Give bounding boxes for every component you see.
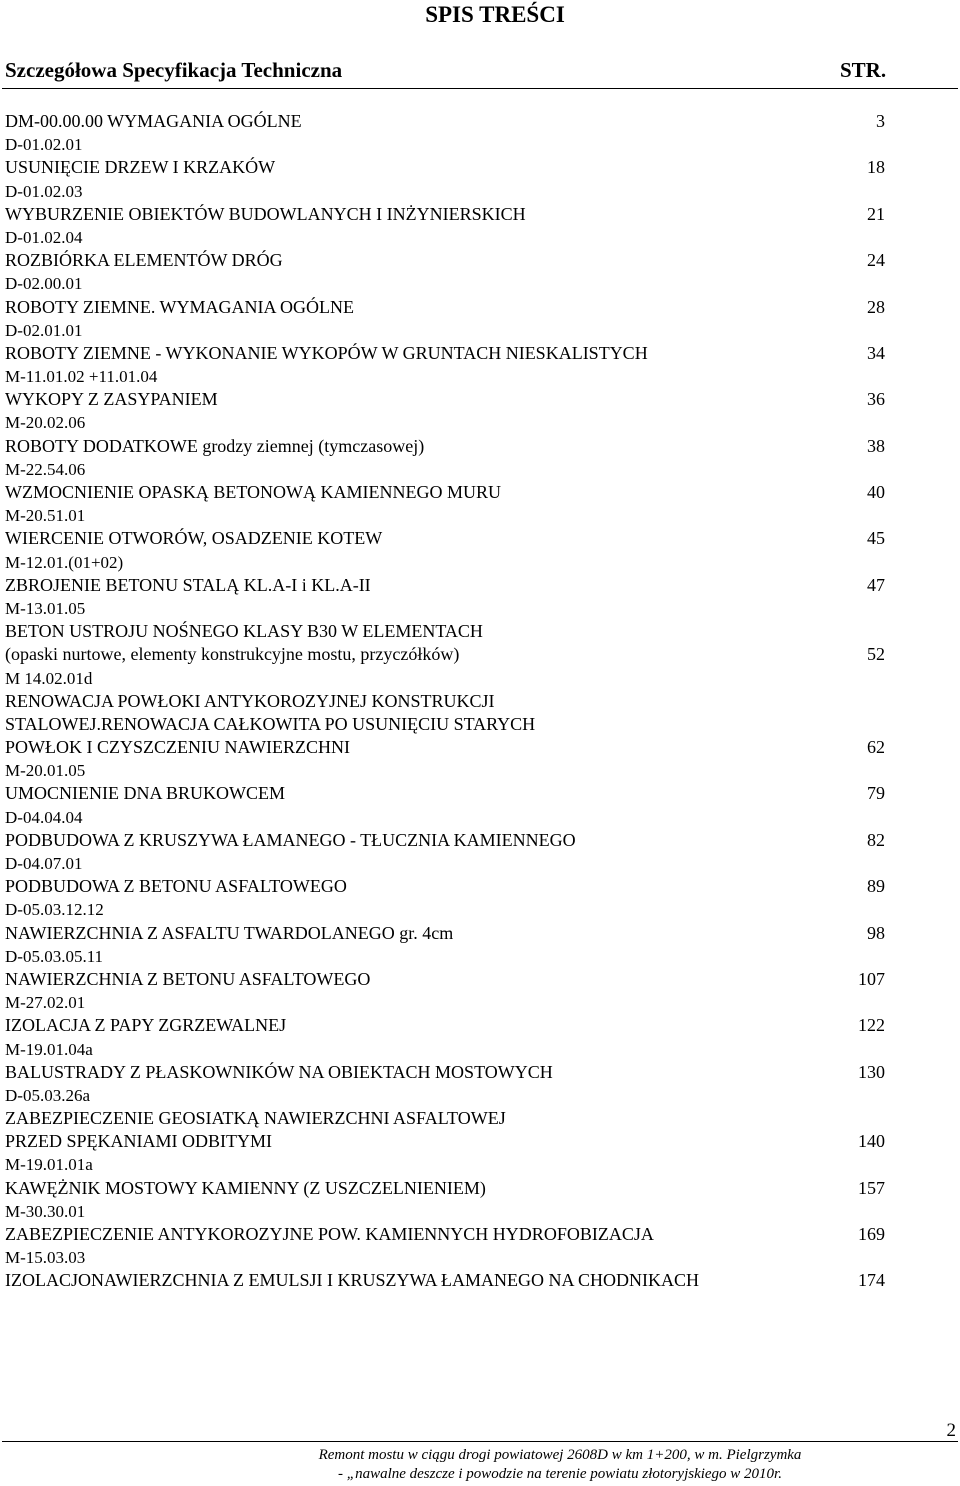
entry-title: NAWIERZCHNIA Z ASFALTU TWARDOLANEGO gr. 4cm (5, 922, 454, 943)
toc-spec-code (5, 759, 885, 782)
header-divider (2, 88, 958, 89)
entry-title: ROZBIÓRKA ELEMENTÓW DRÓG (5, 250, 283, 271)
toc-spec-code (5, 133, 885, 156)
toc-spec-code (5, 597, 885, 620)
entry-page-number: 45 (867, 528, 885, 549)
entry-title: BALUSTRADY Z PŁASKOWNIKÓW NA OBIEKTACH MOSTOWYCH (5, 1061, 553, 1082)
toc-spec-code (5, 1038, 885, 1061)
entry-page-number: 21 (867, 203, 885, 224)
entry-page-number: 107 (858, 968, 885, 989)
toc-entry (5, 620, 885, 643)
spec-header: Szczegółowa Specyfikacja Techniczna (5, 58, 343, 82)
toc-spec-code (5, 272, 885, 295)
entry-title: ZABEZPIECZENIE GEOSIATKĄ NAWIERZCHNI ASFALTOWEJ (5, 1108, 506, 1129)
entry-title: BETON USTROJU NOŚNEGO KLASY B30 W ELEMENTACH (5, 621, 483, 642)
entry-title: WIERCENIE OTWORÓW, OSADZENIE KOTEW (5, 528, 383, 549)
toc-spec-code (5, 991, 885, 1014)
toc-entry (5, 1107, 885, 1130)
spec-code-text: M 14.02.01d (5, 668, 93, 688)
toc-entry (5, 203, 885, 226)
entry-title: IZOLACJA Z PAPY ZGRZEWALNEJ (5, 1015, 287, 1036)
toc-entry (5, 1061, 885, 1084)
toc-entry (5, 1177, 885, 1200)
toc-entry (5, 574, 885, 597)
entry-page-number: 36 (867, 389, 885, 410)
entry-title: ROBOTY ZIEMNE - WYKONANIE WYKOPÓW W GRUNTACH NIESKALISTYCH (5, 342, 648, 363)
toc-entry (5, 690, 885, 713)
entry-page-number: 140 (858, 1131, 885, 1152)
entry-title: WYKOPY Z ZASYPANIEM (5, 389, 218, 410)
spec-code-text: D-02.01.01 (5, 320, 83, 340)
spec-code-text: D-04.04.04 (5, 807, 83, 827)
spec-code-text: M-20.02.06 (5, 413, 86, 433)
toc-spec-code (5, 1084, 885, 1107)
toc-entry (5, 1014, 885, 1037)
entry-title: RENOWACJA POWŁOKI ANTYKOROZYJNEJ KONSTRUKCJI (5, 690, 495, 711)
toc-entry (5, 875, 885, 898)
toc-spec-code (5, 504, 885, 527)
toc-entry (5, 829, 885, 852)
spec-code-text: M-27.02.01 (5, 993, 86, 1013)
entry-page-number: 62 (867, 737, 885, 758)
toc-entry (5, 643, 885, 666)
toc-spec-code (5, 667, 885, 690)
spec-code-text: M-11.01.02 +11.01.04 (5, 367, 158, 387)
entry-page-number: 169 (858, 1224, 885, 1244)
spec-code-text: M-19.01.01a (5, 1155, 93, 1175)
entry-page-number: 18 (867, 157, 885, 178)
entry-page-number: 157 (858, 1177, 885, 1198)
entry-title: ROBOTY ZIEMNE. WYMAGANIA OGÓLNE (5, 296, 354, 317)
entry-title: PODBUDOWA Z KRUSZYWA ŁAMANEGO - TŁUCZNIA KAMIENNEGO (5, 829, 576, 850)
spec-code-text: D-01.02.03 (5, 181, 83, 201)
spec-code-text: D-02.00.01 (5, 274, 83, 294)
toc-entry (5, 922, 885, 945)
entry-title: WYBURZENIE OBIEKTÓW BUDOWLANYCH I INŻYNIERSKICH (5, 203, 526, 224)
entry-title: PRZED SPĘKANIAMI ODBITYMI (5, 1131, 273, 1152)
entry-page-number: 24 (867, 250, 885, 271)
spec-code-text: D-05.03.05.11 (5, 946, 104, 966)
toc-spec-code (5, 365, 885, 388)
entry-title: STALOWEJ.RENOWACJA CAŁKOWITA PO USUNIĘCIU STARYCH (5, 713, 536, 734)
footer-divider (2, 1441, 958, 1442)
entry-title: IZOLACJONAWIERZCHNIA Z EMULSJI I KRUSZYWA ŁAMANEGO NA CHODNIKACH (5, 1270, 700, 1291)
entry-title: NAWIERZCHNIA Z BETONU ASFALTOWEGO (5, 968, 371, 989)
spec-code-text: D-01.02.01 (5, 135, 83, 155)
entry-page-number: 47 (867, 574, 885, 595)
toc-spec-code (5, 806, 885, 829)
entry-page-number: 28 (867, 296, 885, 317)
footer-line-1: Remont mostu w ciągu drogi powiatowej 2608D w km 1+200, w m. Pielgrzymka (318, 1447, 802, 1463)
toc-spec-code (5, 1200, 885, 1223)
spec-code-text: D-01.02.04 (5, 227, 83, 247)
toc-entry (5, 435, 885, 458)
toc-entry (5, 156, 885, 179)
entry-title: KAWĘŻNIK MOSTOWY KAMIENNY (Z USZCZELNIENIEM) (5, 1177, 486, 1198)
toc-entry (5, 968, 885, 991)
entry-title: POWŁOK I CZYSZCZENIU NAWIERZCHNI (5, 737, 351, 758)
entry-title: ZABEZPIECZENIE ANTYKOROZYJNE POW. KAMIENNYCH HYDROFOBIZACJA (5, 1224, 654, 1244)
entry-title: USUNIĘCIE DRZEW I KRZAKÓW (5, 157, 276, 178)
toc-entry (5, 481, 885, 504)
spec-code-text: M-12.01.(01+02) (5, 552, 124, 572)
toc-spec-code (5, 226, 885, 249)
spec-code-text: M-13.01.05 (5, 598, 86, 618)
document-title: SPIS TREŚCI (425, 2, 565, 27)
entry-title: ROBOTY DODATKOWE grodzy ziemnej (tymczasowej) (5, 435, 425, 456)
entry-title: UMOCNIENIE DNA BRUKOWCEM (5, 783, 285, 804)
entry-page-number: 122 (858, 1015, 885, 1036)
entry-page-number: 174 (858, 1270, 885, 1291)
toc-spec-code (5, 411, 885, 434)
toc-entry (5, 249, 885, 272)
spec-code-text: D-05.03.26a (5, 1085, 90, 1105)
entry-page-number: 82 (867, 829, 885, 850)
entry-page-number: 38 (867, 435, 885, 456)
entry-page-number: 3 (876, 111, 885, 131)
toc-spec-code (5, 1153, 885, 1176)
toc-spec-code (5, 945, 885, 968)
toc-spec-code (5, 898, 885, 921)
page-column-header: STR. (840, 58, 887, 82)
toc-spec-code (5, 319, 885, 342)
toc-entry (5, 388, 885, 411)
footer-line-2: - „nawalne deszcze i powodzie na terenie powiatu złotoryjskiego w 2010r. (337, 1466, 782, 1482)
page-number: 2 (946, 1420, 956, 1441)
entry-page-number: 52 (867, 644, 885, 665)
spec-code-text: D-05.03.12.12 (5, 900, 104, 920)
toc-entry (5, 342, 885, 365)
entry-title: ZBROJENIE BETONU STALĄ KL.A-I i KL.A-II (5, 574, 371, 595)
toc-entry (5, 1223, 885, 1246)
toc-entry (5, 782, 885, 805)
entry-page-number: 40 (867, 482, 885, 502)
footer (0, 1446, 960, 1484)
toc-entry (5, 1269, 885, 1292)
spec-code-text: M-22.54.06 (5, 459, 86, 479)
toc-entry (5, 713, 885, 736)
entry-page-number: 89 (867, 876, 885, 897)
entry-page-number: 79 (867, 783, 885, 804)
spec-code-text: M-15.03.03 (5, 1248, 86, 1268)
entry-title: DM-00.00.00 WYMAGANIA OGÓLNE (5, 111, 302, 131)
toc-spec-code (5, 551, 885, 574)
toc-spec-code (5, 1246, 885, 1269)
entry-title: PODBUDOWA Z BETONU ASFALTOWEGO (5, 876, 347, 897)
toc-entry (5, 110, 885, 133)
toc-entry (5, 736, 885, 759)
table-of-contents (5, 110, 885, 1293)
entry-title: WZMOCNIENIE OPASKĄ BETONOWĄ KAMIENNEGO MURU (5, 482, 501, 502)
entry-page-number: 98 (867, 922, 885, 943)
spec-code-text: D-04.07.01 (5, 854, 83, 873)
spec-code-text: M-20.01.05 (5, 761, 86, 781)
toc-spec-code (5, 852, 885, 875)
toc-spec-code (5, 458, 885, 481)
entry-page-number: 130 (858, 1061, 885, 1082)
spec-code-text: M-19.01.04a (5, 1039, 93, 1059)
entry-page-number: 34 (867, 342, 885, 363)
entry-title: (opaski nurtowe, elementy konstrukcyjne mostu, przyczółków) (5, 644, 460, 665)
spec-code-text: M-30.30.01 (5, 1201, 86, 1221)
toc-entry (5, 296, 885, 319)
toc-spec-code (5, 180, 885, 203)
toc-entry (5, 527, 885, 550)
toc-entry (5, 1130, 885, 1153)
spec-code-text: M-20.51.01 (5, 506, 86, 526)
